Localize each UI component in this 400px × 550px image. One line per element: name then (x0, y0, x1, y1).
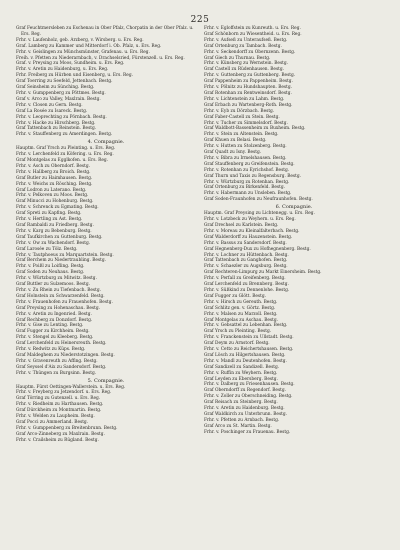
list-entry: Frhr. v. Hutten zu Stolzenberg. Bestg. (204, 144, 287, 150)
list-entry: Graf Toerring zu Seefeld, Jettenbach. Bestg. (16, 79, 113, 85)
list-entry: Frhr. v. Habermann zu Unsleben. Bestg. (204, 191, 292, 197)
list-entry: Frhr. v. Schaezler zu Augsburg. Bestg. (204, 264, 288, 270)
list-entry: Frhr. v. Gise zu Lenting. Bestg. (16, 323, 84, 329)
list-entry: Frhr. v. Stengel zu Kleeberg. Bestg. (16, 335, 94, 341)
list-entry: Frhr. v. Tautphoeus zu Marquartstein. Bestg. (16, 252, 114, 258)
list-entry: Graf Quadt zu Isny. Bestg. (204, 150, 262, 156)
list-entry: Graf Reisach zu Steinberg. Bestg. (204, 400, 278, 406)
list-entry: Frhr. v. Pelkoven zu Moos. Bestg. (16, 193, 89, 199)
list-entry: Graf Oberndorff zu Regendorf. Bestg. (204, 388, 286, 394)
list-entry: Hauptm. Graf Yrsch zu Pleinting. u. Ers. Reg. (16, 146, 116, 152)
list-entry: Graf Lösch zu Hilgertshausen. Bestg. (204, 352, 286, 358)
list-entry: Frhr. v. Gebsattel zu Lebenhan. Bestg. (204, 323, 288, 329)
list-entry: Graf Giech zu Thurnau. Bestg. (204, 55, 271, 61)
list-entry: Graf Schönborn zu Wiesentheid. u. Ers. Reg. (204, 31, 302, 37)
list-entry: Frhr. v. Poißl zu Loifling. Bestg. (16, 264, 85, 270)
list-entry: Frhr. v. Zoller zu Oberschneiding. Bestg. (204, 394, 293, 400)
list-entry: Frhr. v. Schrenck zu Egmating. Bestg. (16, 205, 99, 211)
list-entry: Frhr. v. Pfetten zu Arnbach. Bestg. (204, 417, 280, 423)
list-entry: Graf Feuchtmersleben zu Eschenau in Ober Pfalz, Chorpatin in der Ober Pfalz. u. Ers. Reg. (16, 26, 194, 37)
list-entry: Frhr. v. Stein zu Altenstein. Bestg. (204, 132, 279, 138)
left-column (16, 26, 196, 444)
right-column (204, 26, 384, 436)
list-entry: Graf Rotenhan zu Rentweinsdorf. Bestg. (204, 90, 292, 96)
list-entry: Graf Yrsch zu Pleinting. Bestg. (204, 329, 272, 335)
list-entry: Frhr. v. Lichtenstein zu Lahm. Bestg. (204, 96, 285, 102)
section-heading: 5. Compagnie. (87, 377, 125, 384)
list-entry: Frhr. v. Dalberg zu Friesenhausen. Bestg. (204, 382, 295, 388)
list-entry: Graf Fugger zu Kirchheim. Bestg. (16, 329, 90, 335)
list-entry: Graf Tattenbach zu Ganghofen. Bestg. (204, 258, 288, 264)
list-entry: Frhr. v. Hacke zu Hirschberg. Bestg. (16, 120, 96, 126)
list-entry: Graf Montgelas zu Egglkofen. u. Ers. Reg. (16, 158, 109, 164)
list-entry: Frhr. v. Gravenreuth zu Affing. Bestg. (16, 358, 98, 364)
list-entry: Frhr. v. Würtzburg zu Rotenhan. Bestg. (204, 179, 290, 185)
list-entry: Graf Rechteren-Limpurg zu Markt Einersheim. Bestg. (204, 270, 322, 276)
list-entry: Graf Lerchenfeld zu Brennberg. Bestg. (204, 282, 289, 288)
list-entry: Frhr. v. Hertling zu Ast. Bestg. (16, 217, 83, 223)
list-entry: Frhr. v. Laufenholz, geb. Arzberg, v. Wirsberg. u. Ers. Reg. (16, 37, 144, 43)
list-entry: Frhr. Freiberg zu Hürben und Eisenberg, u. Ers. Reg. (16, 73, 133, 79)
list-entry: Graf Arco zu St. Martin. Bestg. (204, 423, 272, 429)
list-entry: Frhr. v. Freyberg zu Jetzendorf. u. Ers. Reg. (16, 390, 112, 396)
list-entry: Frhr. v. Mandl zu Deutenhofen. Bestg. (204, 358, 287, 364)
list-entry: Graf Taufkirchen zu Guttenburg. Bestg. (16, 234, 103, 240)
list-entry: Frhr. v. Hirsch zu Gereuth. Bestg. (204, 299, 278, 305)
list-entry: Frhr. v. Aufseß zu Unteraufseß. Bestg. (204, 37, 288, 43)
list-entry: Graf Seinsheim zu Sünching. Bestg. (16, 85, 95, 91)
list-entry: Frhr. v. Würtzburg zu Mitwitz. Bestg. (16, 276, 97, 282)
list-entry: Graf Berchem zu Niedertraubling. Bestg. (16, 258, 106, 264)
list-entry: Frhr. v. Riedheim zu Harthausen. Bestg. (16, 402, 104, 408)
list-entry: Graf Waldbott-Bassenheim zu Buxheim. Bestg. (204, 126, 306, 132)
list-entry: Frhr. v. Guttenberg zu Guttenberg. Bestg. (204, 73, 296, 79)
list-entry: Freih. v. Pfetten zu Niederarnbach, v. Drachselsried, Fürstenzell. u. Ers. Reg. (16, 55, 185, 61)
list-entry: Frhr. v. Egloffstein zu Kunreuth. u. Ers. Reg. (204, 26, 301, 31)
list-entry: Graf Larosée zu Tölz. Bestg. (16, 246, 78, 252)
list-entry: Graf Soden zu Neuhaus. Bestg. (16, 270, 85, 276)
list-entry: Graf Sandizell zu Sandizell. Bestg. (204, 364, 280, 370)
list-entry: Frhr. v. Welden zu Laupheim. Bestg. (16, 414, 95, 420)
list-entry: Frhr. v. Pölnitz zu Hundshaupten. Bestg. (204, 85, 292, 91)
list-entry: Graf Walderdorff zu Hauzenstein. Bestg. (204, 234, 293, 240)
list-entry: Frhr. v. Süßkind zu Dennenlohe. Bestg. (204, 287, 290, 293)
list-entry: Graf Preysing zu Hohenaschau. Bestg. (16, 305, 100, 311)
list-entry: Frhr. v. Gumppenberg zu Breitenbrunn. Bestg. (16, 425, 118, 431)
list-entry: Graf Thurn und Taxis zu Regensburg. Bestg. (204, 173, 301, 179)
list-entry: Frhr. v. Rotenhan zu Eyrichshof. Bestg. (204, 167, 290, 173)
list-entry: Graf Drechsel zu Karlstein. Bestg. (204, 223, 279, 228)
list-entry: Frhr. v. Ruffin zu Weyhern. Bestg. (204, 370, 278, 376)
list-entry: Graf La Rosée zu Isareck. Bestg. (16, 108, 88, 114)
list-entry: Frhr. v. Lotzbeck zu Weyhern. u. Ers. Reg. (204, 217, 296, 223)
list-entry: Graf Fugger zu Glött. Bestg. (204, 293, 266, 299)
list-entry: Frhr. v. Asch zu Oberndorf. Bestg. (16, 163, 90, 169)
list-entry: Frhr. v. Tucher zu Simmelsdorf. Bestg. (204, 120, 288, 126)
list-entry: Frhr. v. Franckenstein zu Ullstadt. Bestg. (204, 335, 294, 341)
list-entry: Graf Stauffenberg zu Greifenstein. Bestg. (204, 161, 295, 167)
list-entry: Graf Tattenbach zu Reinstein. Bestg. (16, 126, 97, 132)
list-entry: Graf Hegnenberg-Dux zu Hofhegnenberg. Bestg. (204, 246, 311, 252)
list-entry: Frhr. v. Redwitz zu Küps. Bestg. (16, 347, 86, 353)
list-entry: Graf Minucci zu Hohenburg. Bestg. (16, 199, 94, 205)
list-entry: Graf Spreti zu Kapfing. Bestg. (16, 211, 82, 217)
list-entry: Graf Ortenburg zu Tambach. Bestg. (204, 43, 282, 49)
list-entry: Frhr. v. Künsberg zu Wernstein. Bestg. (204, 61, 289, 67)
list-entry: Graf Pappenheim zu Pappenheim. Bestg. (204, 79, 293, 85)
list-entry: Graf Erbach zu Wartenberg-Roth. Bestg. (204, 102, 293, 108)
list-entry: Graf Lodron zu Laterano. Bestg. (16, 187, 87, 193)
list-entry: Frhr. v. Lochner zu Hüttenbach. Bestg. (204, 252, 289, 258)
list-entry: Graf Butler zu Haimhausen. Bestg. (16, 175, 93, 181)
list-entry: Graf Dürckheim zu Montmartin. Bestg. (16, 408, 102, 414)
list-entry: Frhr. v. Crailsheim zu Rügland. Bestg. (16, 437, 99, 443)
section-heading: 6. Compagnie. (275, 204, 313, 211)
list-entry: Frhr. v. Weichs zu Rösching. Bestg. (16, 181, 93, 187)
list-entry: Graf Seyssel d'Aix zu Sandersdorf. Bestg. (16, 364, 107, 370)
list-entry: Frhr. v. Thüngen zu Burgsinn. Bestg. (16, 370, 97, 376)
list-entry: Frhr. v. Closen zu Gern. Bestg. (16, 102, 83, 108)
list-entry: Graf Maldeghem zu Niederstotzingen. Bestg. (16, 352, 115, 358)
list-entry: Graf Buttler zu Sulzemoos. Bestg. (16, 282, 90, 288)
list-entry: Graf v. Arco zu Valley, Maxlrain. Bestg. (16, 96, 101, 102)
list-entry: Graf Faber-Castell zu Stein. Bestg. (204, 114, 280, 120)
list-entry: Graf Pocci zu Ammerland. Bestg. (16, 420, 89, 425)
list-entry: Frhr. v. Hallberg zu Broich. Bestg. (16, 169, 91, 175)
list-entry: Hauptm. Graf Preysing zu Lichtenegg. u. Ers. Reg. (204, 211, 315, 217)
list-entry: Graf Soden-Fraunhofen zu Neufraunhofen. Bestg. (204, 197, 313, 203)
list-entry: Frhr. v. Aretin zu Haidenburg. Bestg. (204, 406, 285, 412)
list-entry: Frhr. v. Stauffenberg zu Amerdingen. Bestg. (16, 132, 113, 138)
list-entry: Frhr. v. Malsen zu Marzoll. Bestg. (204, 311, 278, 317)
list-entry: Frhr. v. Ow zu Wachendorf. Bestg. (16, 240, 91, 246)
list-entry: Frhr. v. Cetto zu Reichertshausen. Bestg. (204, 347, 294, 353)
list-entry: Frhr. v. Karg zu Bebenburg. Bestg. (16, 228, 92, 234)
list-entry: Graf Castell zu Rüdenhausen. Bestg. (204, 67, 284, 73)
list-entry: Frhr. v. Aretin zu Haidenburg, u. Ers. Reg. (16, 67, 109, 73)
list-entry: Frhr. v. Seckendorff zu Obernzenn. Bestg. (204, 49, 296, 55)
list-entry: Graf. Lamberg zu Kammer und Mitterdorf i. Ob. Pfalz, u. Ers. Reg. (16, 43, 162, 49)
list-entry: Graf Lerchenfeld zu Heinersreuth. Bestg. (16, 341, 107, 347)
list-entry: Frhr. v. Frauenhofen zu Frauenhofen. Bestg. (16, 299, 113, 305)
list-entry: Graf Arco-Zinneberg zu Maxlrain. Bestg. (16, 431, 105, 437)
list-entry: Graf Ortenburg zu Birkenfeld. Bestg. (204, 185, 285, 191)
list-entry: Graf. v. Preysing zu Moos, Sundheim. u. Ers. Reg. (16, 61, 125, 67)
list-entry: Graf Leyden zu Ebersberg. Bestg. (204, 376, 278, 382)
list-entry: Graf Rambaldi zu Friedberg. Bestg. (16, 223, 94, 228)
list-entry: Frhr. v. Bassus zu Sandersdorf. Bestg. (204, 240, 287, 246)
list-entry: Frhr. v. Eyb zu Dörzbach. Bestg. (204, 108, 275, 114)
list-entry: Frhr. v. Bibra zu Irmelshausen. Bestg. (204, 155, 287, 161)
list-entry: Frhr. v. Zu Rhein zu Tiefenbach. Bestg. (16, 287, 101, 293)
list-entry: Graf Schlitz gen. v. Görtz. Bestg. (204, 305, 276, 311)
section-heading: 4. Compagnie. (87, 139, 125, 146)
list-entry: Hauptm. Fürst Oettingen-Wallerstein. u. Ers. Reg. (16, 384, 126, 390)
list-entry: Frhr. v. Moreau zu Kleinalfalterbach. Bestg. (204, 228, 300, 234)
list-entry: Frhr. v. Leoprechting zu Pörnbach. Bestg. (16, 114, 107, 120)
list-entry: Frhr. v. Geislingen zu Münchsmünster, Grafenau. u. Ers. Reg. (16, 49, 150, 55)
list-entry: Graf Khuen zu Belasi. Bestg. (204, 138, 267, 144)
list-entry: Graf Montgelas zu Aschau. Bestg. (204, 317, 278, 323)
list-entry: Frhr. v. Lerchenfeld zu Köfering. u. Ers. Reg. (16, 152, 114, 158)
list-entry: Frhr. v. Poschinger zu Frauenau. Bestg. (204, 429, 291, 435)
page-number: 225 (190, 15, 210, 25)
list-entry: Frhr. v. Aretin zu Ingenried. Bestg. (16, 311, 92, 317)
list-entry: Frhr. v. Perfall zu Greifenberg. Bestg. (204, 276, 286, 282)
list-entry: Graf Waldkirch zu Unterbrunn. Bestg. (204, 412, 288, 417)
list-entry: Graf Rechberg zu Donzdorf. Bestg. (16, 317, 93, 323)
list-entry: Graf Holnstein zu Schwarzenfeld. Bestg. (16, 293, 105, 299)
list-entry: Frhr. v. Gumppenberg zu Pöttmes. Bestg. (16, 90, 106, 96)
list-entry: Graf Törring zu Gutenzell. u. Ers. Reg. (16, 396, 101, 402)
list-entry: Graf Deym zu Arnstorf. Bestg. (204, 341, 270, 347)
